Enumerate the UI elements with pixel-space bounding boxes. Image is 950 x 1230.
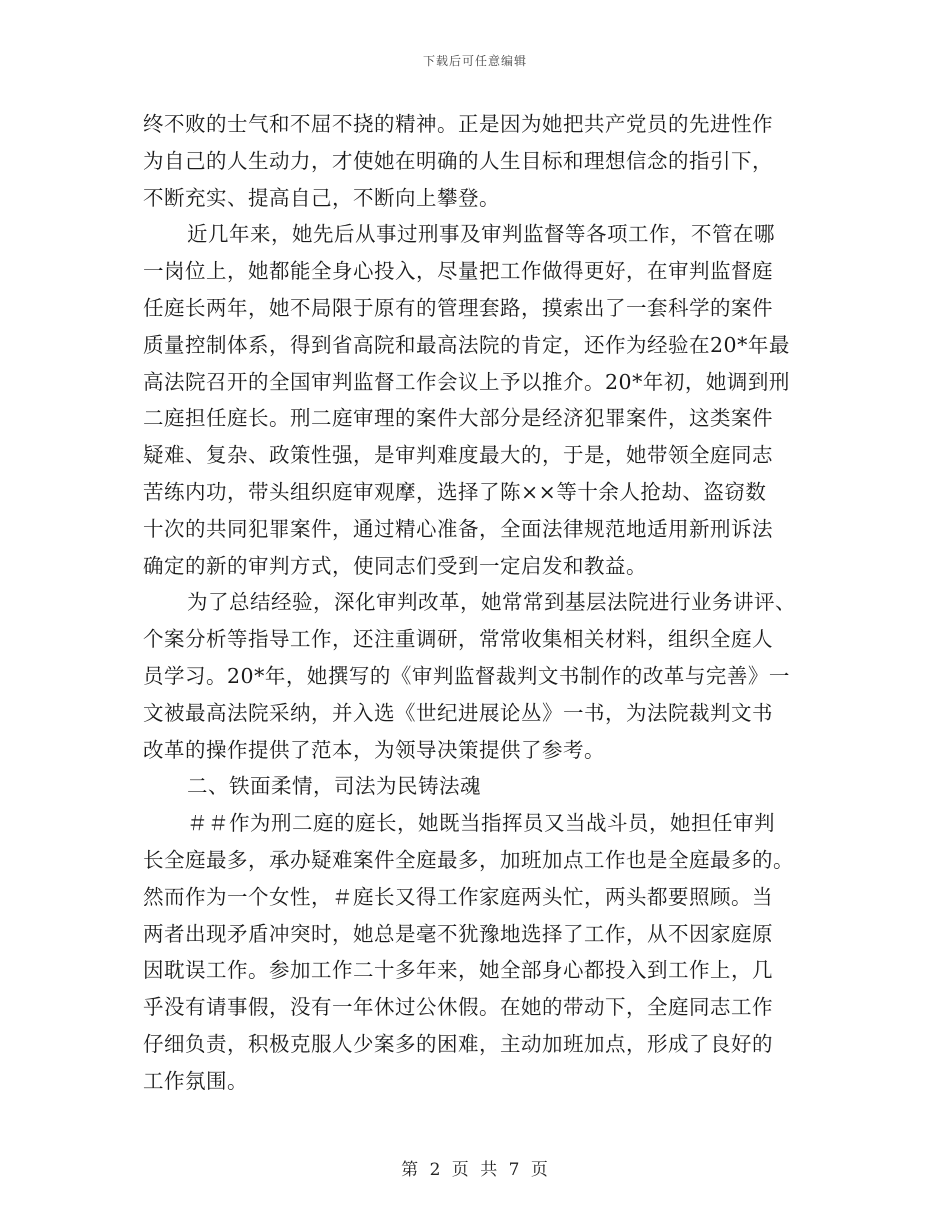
text-line: 个案分析等指导工作，还注重调研，常常收集相关材料，组织全庭人 (143, 627, 773, 652)
text-line: 疑难、复杂、政策性强，是审判难度最大的，于是，她带领全庭同志 (143, 443, 773, 468)
text-line: 长全庭最多，承办疑难案件全庭最多，加班加点工作也是全庭最多的。 (143, 847, 794, 872)
text-line: 确定的新的审判方式，使同志们受到一定启发和教益。 (143, 553, 647, 578)
text-line: 终不败的士气和不屈不挠的精神。正是因为她把共产党员的先进性作 (143, 112, 773, 136)
paragraph-start-line: 近几年来，她先后从事过刑事及审判监督等各项工作，不管在哪 (187, 222, 775, 247)
text-line: 十次的共同犯罪案件，通过精心准备，全面法律规范地适用新刑诉法 (143, 516, 773, 541)
text-line: 仔细负责，积极克服人少案多的困难，主动加班加点，形成了良好的 (143, 1031, 773, 1056)
text-line: 二庭担任庭长。刑二庭审理的案件大部分是经济犯罪案件，这类案件 (143, 406, 773, 431)
page-header: 下载后可任意编辑 (422, 54, 527, 68)
section-heading: 二、铁面柔情，司法为民铸法魂 (187, 774, 481, 799)
text-line: 任庭长两年，她不局限于原有的管理套路，摸索出了一套科学的案件 (143, 295, 773, 320)
text-line: 文被最高法院采纳，并入选《世纪进展论丛》一书，为法院裁判文书 (143, 700, 773, 725)
document-body (143, 106, 807, 1100)
text-line: 高法院召开的全国审判监督工作会议上予以推介。20*年初，她调到刑 (143, 369, 790, 394)
text-line: 苦练内功，带头组织庭审观摩，选择了陈××等十余人抢劫、盗窃数 (143, 479, 767, 504)
text-line: 一岗位上，她都能全身心投入，尽量把工作做得更好，在审判监督庭 (143, 259, 773, 284)
page-footer: 第 2 页 共 7 页 (401, 1160, 549, 1180)
text-line: 因耽误工作。参加工作二十多年来，她全部身心都投入到工作上，几 (143, 958, 773, 983)
text-line: 然而作为一个女性，＃庭长又得工作家庭两头忙，两头都要照顾。当 (143, 884, 773, 909)
text-line: 两者出现矛盾冲突时，她总是毫不犹豫地选择了工作，从不因家庭原 (143, 921, 773, 946)
text-line: 改革的操作提供了范本，为领导决策提供了参考。 (143, 737, 605, 762)
paragraph-start-line: ＃＃作为刑二庭的庭长，她既当指挥员又当战斗员，她担任审判 (187, 811, 775, 836)
text-line: 工作氛围。 (143, 1068, 248, 1093)
text-line: 质量控制体系，得到省高院和最高法院的肯定，还作为经验在20*年最 (143, 332, 790, 357)
text-line: 员学习。20*年，她撰写的《审判监督裁判文书制作的改革与完善》一 (143, 663, 790, 688)
paragraph-start-line: 为了总结经验，深化审判改革，她常常到基层法院进行业务讲评、 (187, 590, 796, 615)
text-line: 为自己的人生动力，才使她在明确的人生目标和理想信念的指引下， (143, 148, 773, 173)
text-line: 不断充实、提高自己，不断向上攀登。 (143, 185, 500, 210)
text-line: 乎没有请事假，没有一年休过公休假。在她的带动下，全庭同志工作 (143, 995, 773, 1020)
